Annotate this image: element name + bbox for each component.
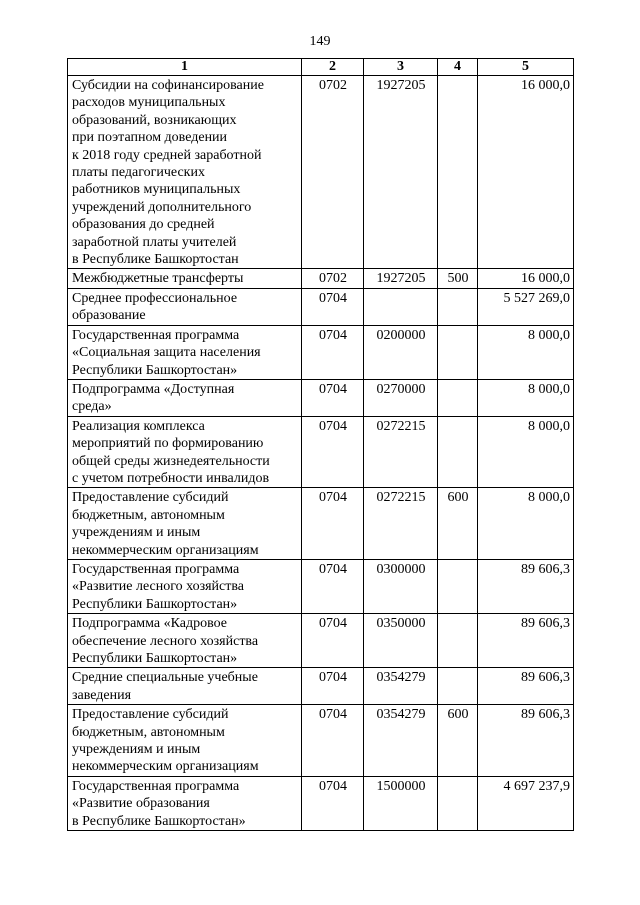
- header-col-amount: 5: [478, 59, 574, 76]
- row-target-code: 1927205: [364, 269, 438, 288]
- row-target-code: 0272215: [364, 416, 438, 488]
- row-amount: 8 000,0: [478, 416, 574, 488]
- row-target-code: 0270000: [364, 379, 438, 416]
- row-target-code: 0200000: [364, 325, 438, 379]
- row-amount: 89 606,3: [478, 559, 574, 613]
- table-row: [68, 325, 574, 379]
- row-section-code: 0704: [302, 416, 364, 488]
- row-section-code: 0704: [302, 668, 364, 705]
- table-body: [68, 76, 574, 831]
- row-name: Подпрограмма «Кадровое обеспечение лесного хозяйства Республики Башкортостан»: [68, 614, 302, 668]
- row-section-code: 0704: [302, 776, 364, 830]
- row-section-code: 0702: [302, 269, 364, 288]
- row-name: Средние специальные учебные заведения: [68, 668, 302, 705]
- table-row: [68, 416, 574, 488]
- row-expense-type: 600: [438, 705, 478, 777]
- table-header: [68, 59, 574, 76]
- table-row: [68, 269, 574, 288]
- row-amount: 89 606,3: [478, 614, 574, 668]
- header-col-target: 3: [364, 59, 438, 76]
- table-row: [68, 76, 574, 269]
- row-expense-type: 500: [438, 269, 478, 288]
- row-amount: 89 606,3: [478, 705, 574, 777]
- row-target-code: [364, 288, 438, 325]
- table-row: [68, 776, 574, 830]
- row-section-code: 0704: [302, 288, 364, 325]
- table-row: [68, 288, 574, 325]
- row-name: Государственная программа «Развитие лесного хозяйства Республики Башкортостан»: [68, 559, 302, 613]
- row-amount: 16 000,0: [478, 76, 574, 269]
- row-expense-type: [438, 416, 478, 488]
- header-col-name: 1: [68, 59, 302, 76]
- row-target-code: 0350000: [364, 614, 438, 668]
- page-number: 149: [309, 34, 331, 49]
- row-expense-type: [438, 776, 478, 830]
- table-row: [68, 668, 574, 705]
- header-col-type: 4: [438, 59, 478, 76]
- row-target-code: 0354279: [364, 668, 438, 705]
- row-section-code: 0704: [302, 379, 364, 416]
- row-target-code: 0300000: [364, 559, 438, 613]
- row-section-code: 0704: [302, 325, 364, 379]
- row-section-code: 0704: [302, 559, 364, 613]
- row-expense-type: [438, 614, 478, 668]
- row-target-code: 1500000: [364, 776, 438, 830]
- row-name: Субсидии на софинансирование расходов муниципальных образований, возникающих при поэтапном доведении к 2018 году средней заработной платы педагогических работников муниципальных учреждений дополнительного образования до средней заработной платы учителей в Республике Башкортостан: [68, 76, 302, 269]
- header-row: [68, 59, 574, 76]
- row-name: Подпрограмма «Доступная среда»: [68, 379, 302, 416]
- row-target-code: 0272215: [364, 488, 438, 560]
- row-name: Межбюджетные трансферты: [68, 269, 302, 288]
- row-expense-type: [438, 76, 478, 269]
- table-row: [68, 614, 574, 668]
- row-expense-type: [438, 325, 478, 379]
- row-name: Предоставление субсидий бюджетным, автономным учреждениям и иным некоммерческим организациям: [68, 488, 302, 560]
- row-section-code: 0702: [302, 76, 364, 269]
- row-expense-type: 600: [438, 488, 478, 560]
- table-row: [68, 705, 574, 777]
- row-target-code: 0354279: [364, 705, 438, 777]
- row-amount: 8 000,0: [478, 379, 574, 416]
- row-amount: 4 697 237,9: [478, 776, 574, 830]
- budget-table: [67, 58, 574, 831]
- row-section-code: 0704: [302, 705, 364, 777]
- table-row: [68, 559, 574, 613]
- row-expense-type: [438, 559, 478, 613]
- row-section-code: 0704: [302, 614, 364, 668]
- row-section-code: 0704: [302, 488, 364, 560]
- row-amount: 8 000,0: [478, 325, 574, 379]
- row-name: Предоставление субсидий бюджетным, автономным учреждениям и иным некоммерческим организациям: [68, 705, 302, 777]
- row-amount: 8 000,0: [478, 488, 574, 560]
- header-col-section: 2: [302, 59, 364, 76]
- row-name: Среднее профессиональное образование: [68, 288, 302, 325]
- row-target-code: 1927205: [364, 76, 438, 269]
- row-amount: 5 527 269,0: [478, 288, 574, 325]
- table-row: [68, 379, 574, 416]
- row-name: Государственная программа «Развитие образования в Республике Башкортостан»: [68, 776, 302, 830]
- row-expense-type: [438, 668, 478, 705]
- row-amount: 89 606,3: [478, 668, 574, 705]
- row-expense-type: [438, 288, 478, 325]
- row-amount: 16 000,0: [478, 269, 574, 288]
- row-name: Реализация комплекса мероприятий по формированию общей среды жизнедеятельности с учетом потребности инвалидов: [68, 416, 302, 488]
- row-expense-type: [438, 379, 478, 416]
- table-row: [68, 488, 574, 560]
- row-name: Государственная программа «Социальная защита населения Республики Башкортостан»: [68, 325, 302, 379]
